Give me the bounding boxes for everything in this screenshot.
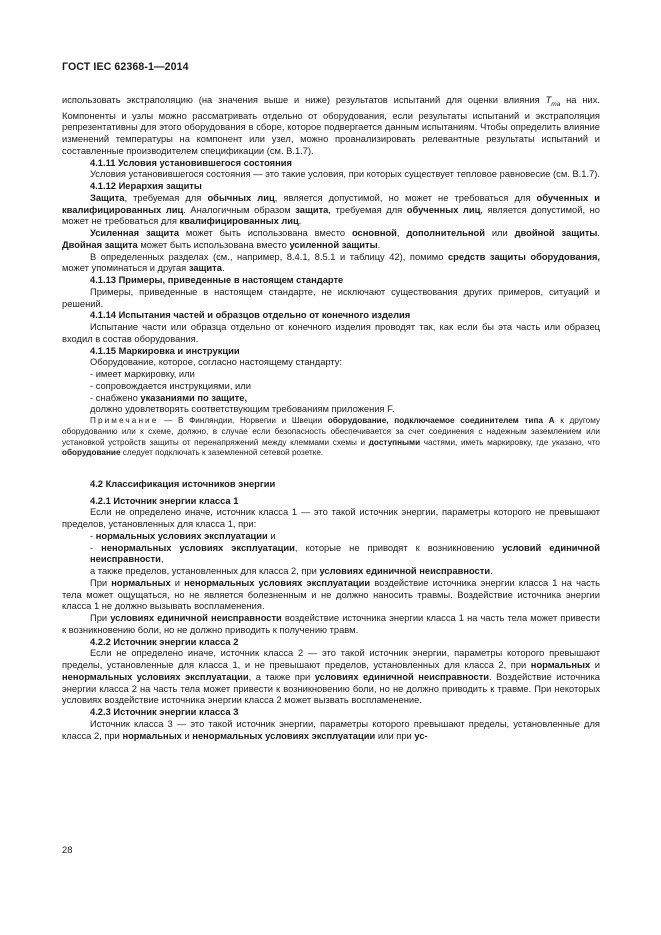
section-heading: 4.2 Классификация источников энергии [90,478,276,489]
page-content [62,95,600,742]
section-heading: 4.1.11 Условия установившегося состояния [90,157,292,168]
intro-paragraph: использовать экстраполяцию (на значения выше и ниже) результатов испытаний для оценки влияния $T_{ma}$ на них. Компоненты и узлы можно рассматривать отдельно от оборудования, если результаты испытаний и экстраполяция репрезентативны для этого оборудования в сборе, которое подвергается данным испытаниям. Чтобы определить влияние изменений температуры на компонент или узел, можно проанализировать релевантные результаты испытаний и составленные производителем спецификации (см. В.1.7). [62,95,600,156]
section-heading: 4.2.2 Источник энергии класса 2 [90,636,239,647]
list-item: - снабжено указаниями по защите, [90,392,248,403]
section-heading: 4.1.14 Испытания частей и образцов отдельно от конечного изделия [90,310,411,321]
note: Примечание — В Финляндии, Норвегии и Швеции оборудование, подключаемое соединителем типа А к другому оборудованию или к схеме, должно, в случае если безопасность обеспечивается за счет соединения с надежным заземлением или установкой устройств защиты от перенапряжений между клеммами схемы и доступными частями, иметь маркировку, где указано, что оборудование следует подключать к заземленной сетевой розетке. [62,416,601,458]
section-heading: 4.1.15 Маркировка и инструкции [90,345,240,356]
note-label: Примечание [90,416,159,426]
paragraph: При условиях единичной неисправности воздействие источника энергии класса 1 на часть тела может привести к возникновению боли, но не должно приводить к получению травм. [62,613,601,635]
paragraph: Усиленная защита может быть использована вместо основной, дополнительной или двойной защиты. Двойная защита может быть использована вместо усиленной защиты. [62,228,601,250]
paragraph: Защита, требуемая для обычных лиц, является допустимой, но может не требоваться для обученных и квалифицированных лиц. Аналогичным образом защита, требуемая для обученных лиц, является допустимой, но может не требоваться для квалифицированных лиц. [62,192,600,227]
paragraph: Оборудование, которое, согласно настоящему стандарту: [90,357,343,368]
bullet-list [62,369,600,404]
section-heading: 4.1.13 Примеры, приведенные в настоящем стандарте [90,275,344,286]
paragraph: В определенных разделах (см., например, 8.4.1, 8.5.1 и таблицу 42), помимо средств защиты оборудования, может упоминаться и другая защита. [62,251,600,274]
document-header: ГОСТ IEC 62368-1—2014 [62,61,189,73]
bullet-list [62,531,600,566]
section-heading: 4.2.1 Источник энергии класса 1 [90,495,239,506]
list-item: - имеет маркировку, или [90,369,195,380]
paragraph: Условия установившегося состояния — это такие условия, при которых существует тепловое равновесие (см. В.1.7). [90,169,600,180]
paragraph: а также пределов, установленных для класса 2, при условиях единичной неисправности. [90,566,493,577]
paragraph: При нормальных и ненормальных условиях эксплуатации воздействие источника энергии класса 1 на часть тела может ощущаться, но не является болезненным и не должно наносить травмы. Воздействие источника энергии класса 1 не должно вызывать воспламенения. [62,577,600,612]
paragraph: Примеры, приведенные в настоящем стандарте, не исключают существования других примеров, ситуаций и решений. [62,286,600,309]
page-number: 28 [62,844,73,855]
list-item: - сопровождается инструкциями, или [90,380,251,391]
paragraph: должно удовлетворять соответствующим требованиям приложения F. [90,404,395,415]
paragraph: Если не определено иначе, источник класса 1 — это такой источник энергии, параметры которого не превышают пределов, установленных для класса 1, при: [62,507,600,530]
list-item: - ненормальных условиях эксплуатации, которые не приводят к возникновению условий единичной неисправности, [90,542,600,565]
paragraph: Источник класса 3 — это такой источник энергии, параметры которого превышают пределы, установленные для класса 2, при нормальных и ненормальных условиях эксплуатации или при ус- [62,718,600,741]
section-heading: 4.2.3 Источник энергии класса 3 [90,707,239,718]
paragraph: Если не определено иначе, источник класса 2 — это такой источник энергии, параметры которого превышают пределы, установленные для класса 1, и не превышают пределов, установленных для класса 2, при нормальных и ненормальных условиях эксплуатации, а также при условиях единичной неисправности. Воздействие источника энергии класса 2 на часть тела может привести к возникновению боли, но не должно приводить к травме. При некоторых условиях воздействие источника энергии класса 2 может вызвать воспламенение. [62,648,600,706]
section-heading: 4.1.12 Иерархия защиты [90,181,202,192]
paragraph: Испытание части или образца отдельно от конечного изделия проводят так, как если бы эта часть или образец входил в состав оборудования. [62,322,600,344]
list-item: - нормальных условиях эксплуатации и [90,530,276,541]
